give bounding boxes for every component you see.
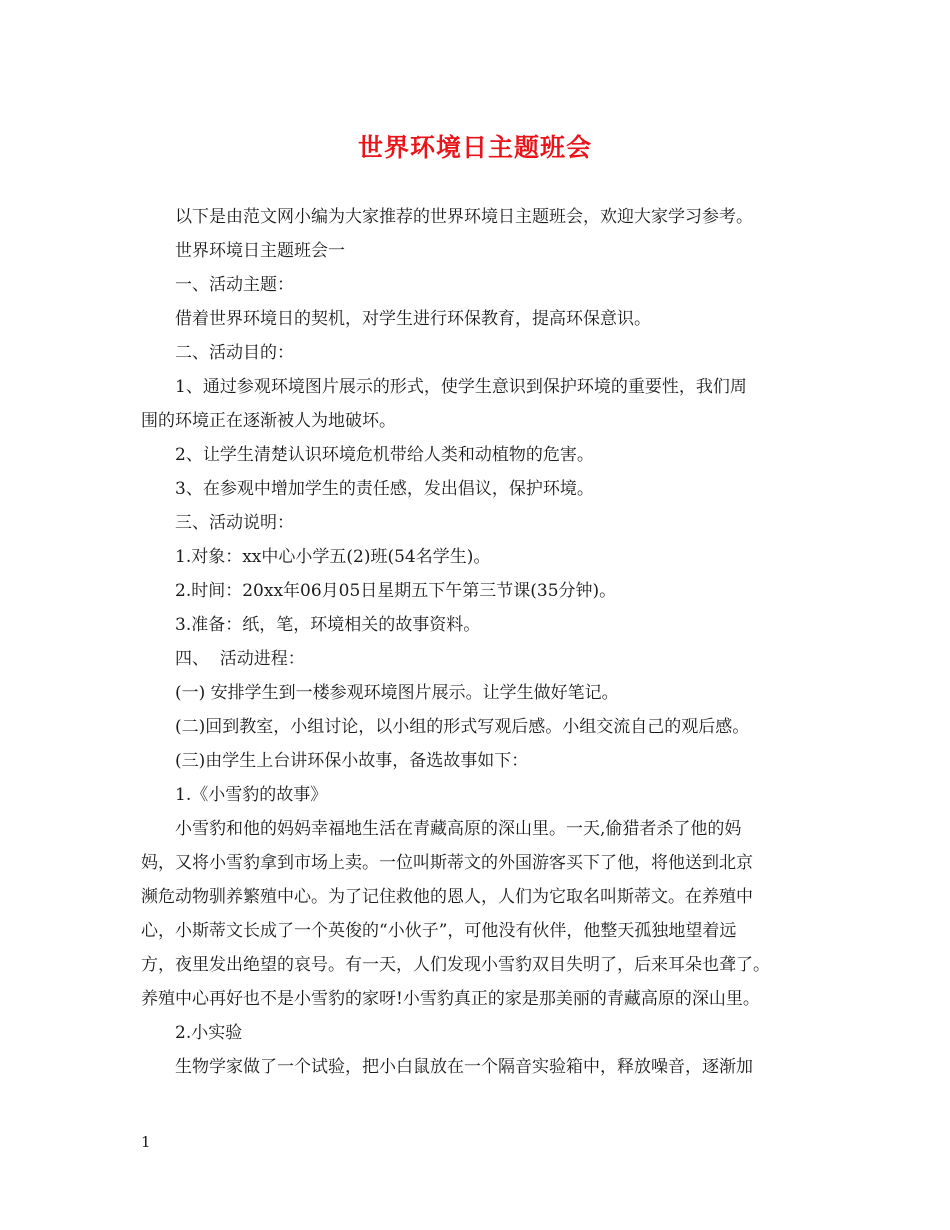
text-line: 三、活动说明： (175, 513, 294, 533)
page-number: 1 (141, 1133, 151, 1151)
document-title: 世界环境日主题班会 (357, 133, 592, 162)
text-line: 二、活动目的： (175, 343, 294, 363)
text-line: 围的环境正在逐渐被人为地破坏。 (141, 411, 396, 431)
text-line: 小雪豹和他的妈妈幸福地生活在青藏高原的深山里。一天,偷猎者杀了他的妈 (175, 819, 742, 839)
text-line: 1.对象：xx中心小学五(2)班(54名学生)。 (175, 547, 491, 567)
text-line: 2、让学生清楚认识环境危机带给人类和动植物的危害。 (175, 445, 594, 465)
text-line: 1.《小雪豹的故事》 (175, 785, 328, 805)
text-line: 一、活动主题： (175, 275, 294, 295)
text-line: 3、在参观中增加学生的责任感，发出倡议，保护环境。 (175, 479, 594, 499)
text-line: (一) 安排学生到一楼参观环境图片展示。让学生做好笔记。 (175, 683, 619, 703)
text-line: 濒危动物驯养繁殖中心。为了记住救他的恩人，人们为它取名叫斯蒂文。在养殖中 (141, 887, 753, 907)
document-body (141, 200, 831, 1084)
text-line: 3.准备：纸，笔，环境相关的故事资料。 (175, 615, 481, 635)
text-line: (二)回到教室，小组讨论，以小组的形式写观后感。小组交流自己的观后感。 (175, 717, 750, 737)
text-line: 心，小斯蒂文长成了一个英俊的“小伙子”，可他没有伙伴，他整天孤独地望着远 (141, 921, 737, 941)
text-line: 妈，又将小雪豹拿到市场上卖。一位叫斯蒂文的外国游客买下了他，将他送到北京 (141, 853, 753, 873)
text-line: 2.时间：20xx年06月05日星期五下午第三节课(35分钟)。 (175, 581, 617, 601)
text-line: (三)由学生上台讲环保小故事，备选故事如下： (175, 751, 529, 771)
text-line: 借着世界环境日的契机，对学生进行环保教育，提高环保意识。 (175, 309, 651, 329)
text-line: 生物学家做了一个试验，把小白鼠放在一个隔音实验箱中，释放噪音，逐渐加 (175, 1057, 753, 1077)
text-line: 1、通过参观环境图片展示的形式，使学生意识到保护环境的重要性，我们周 (175, 377, 747, 397)
text-line: 养殖中心再好也不是小雪豹的家呀!小雪豹真正的家是那美丽的青藏高原的深山里。 (141, 989, 760, 1009)
text-line: 世界环境日主题班会一 (175, 241, 345, 261)
text-line: 以下是由范文网小编为大家推荐的世界环境日主题班会，欢迎大家学习参考。 (175, 207, 753, 227)
text-line: 2.小实验 (175, 1023, 243, 1043)
text-line: 四、 活动进程： (175, 649, 305, 669)
text-line: 方，夜里发出绝望的哀号。有一天，人们发现小雪豹双目失明了，后来耳朵也聋了。 (141, 955, 770, 975)
